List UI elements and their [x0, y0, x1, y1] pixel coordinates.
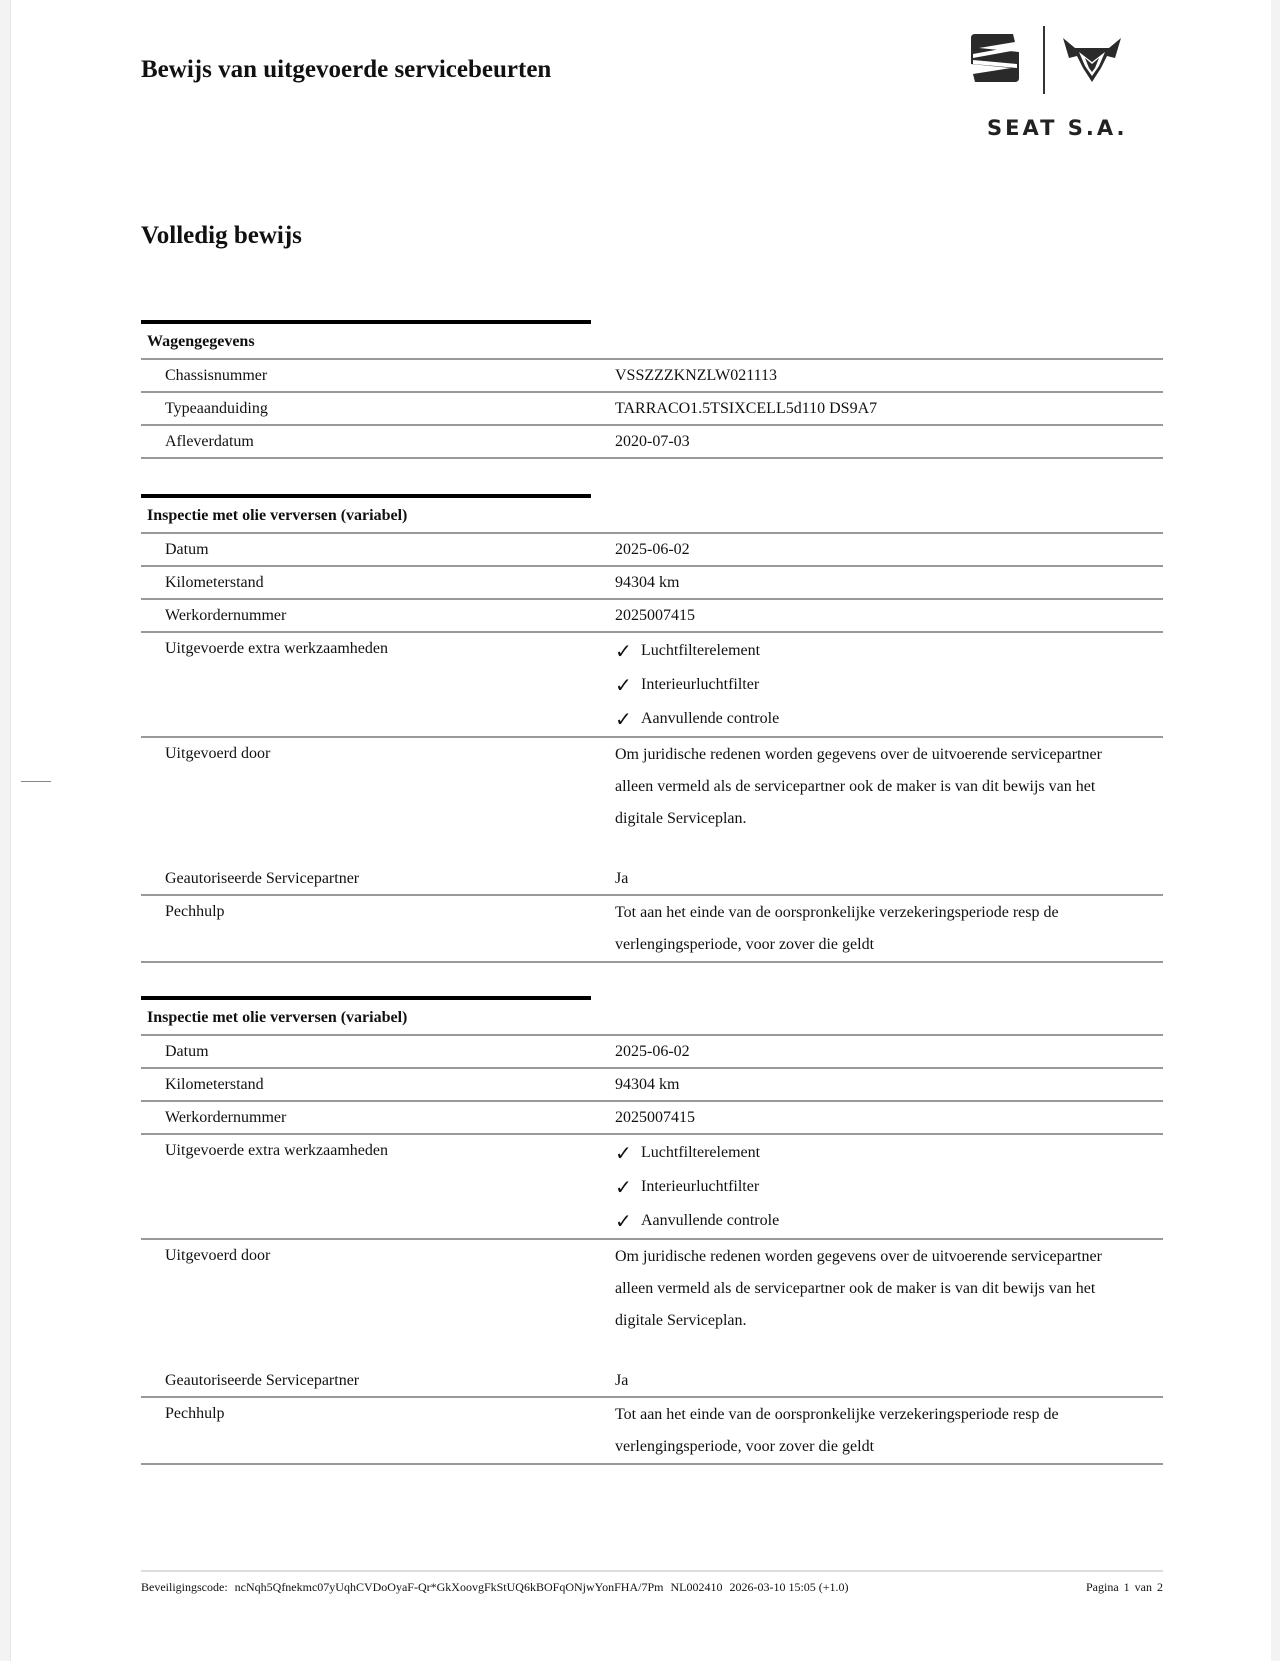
- row-label: Chassisnummer: [165, 367, 268, 384]
- row-label: Werkordernummer: [165, 607, 287, 624]
- table-row: [141, 1102, 1163, 1135]
- checkmark-icon: ✓: [615, 707, 632, 731]
- row-label: Afleverdatum: [165, 433, 254, 450]
- extra-work-item: [615, 1204, 1163, 1238]
- table-row: [141, 863, 1163, 896]
- document-title: Bewijs van uitgevoerde servicebeurten: [141, 56, 552, 83]
- table-row: [141, 1135, 1163, 1240]
- row-value: Ja: [615, 1372, 629, 1389]
- row-value: VSSZZZKNZLW021113: [615, 367, 778, 384]
- table-row: [141, 600, 1163, 633]
- row-label: Datum: [165, 1043, 209, 1060]
- inspection-section: [141, 996, 1163, 1465]
- row-value: 94304 km: [615, 574, 680, 591]
- table-row: [141, 1240, 1163, 1365]
- extra-work-list: [615, 633, 1163, 736]
- row-label: Typeaanduiding: [165, 400, 268, 417]
- text-line: alleen vermeld als de servicepartner ook de maker is van dit bewijs van het: [615, 1280, 1096, 1297]
- text-line: digitale Serviceplan.: [615, 810, 747, 827]
- security-code: ncNqh5Qfnekmc07yUqhCVDoOyaF-Qr*GkXoovgFkStUQ6kBOFqONjwYonFHA/7Pm: [234, 1580, 664, 1594]
- section-heading: Wagengegevens: [141, 324, 1163, 360]
- table-row: [141, 360, 1163, 393]
- extra-work-label: Aanvullende controle: [641, 1212, 780, 1229]
- row-label: Kilometerstand: [165, 574, 264, 591]
- extra-work-item: [615, 634, 1163, 668]
- row-label: Datum: [165, 541, 209, 558]
- page-number: 1: [1123, 1580, 1130, 1594]
- row-value: 2025007415: [615, 607, 695, 624]
- extra-work-label: Interieurluchtfilter: [641, 676, 760, 693]
- logo-divider: [1043, 26, 1045, 94]
- table-row: [141, 1069, 1163, 1102]
- extra-work-item: [615, 1170, 1163, 1204]
- row-value: [615, 738, 1163, 863]
- row-label: Werkordernummer: [165, 1109, 287, 1126]
- vehicle-section: [141, 320, 1163, 459]
- row-value: TARRACO1.5TSIXCELL5d110 DS9A7: [615, 400, 878, 417]
- row-label: Pechhulp: [165, 1405, 225, 1422]
- row-value: [615, 1398, 1163, 1463]
- row-label: Uitgevoerde extra werkzaamheden: [165, 1142, 388, 1159]
- row-value: 94304 km: [615, 1076, 680, 1093]
- text-line: Tot aan het einde van de oorspronkelijke verzekeringsperiode resp de: [615, 1406, 1059, 1423]
- table-row: [141, 1365, 1163, 1398]
- text-line: Tot aan het einde van de oorspronkelijke verzekeringsperiode resp de: [615, 904, 1059, 921]
- text-line: alleen vermeld als de servicepartner ook de maker is van dit bewijs van het: [615, 778, 1096, 795]
- inspection-section: [141, 494, 1163, 963]
- row-value: [615, 1240, 1163, 1365]
- security-code-label: Beveiligingscode:: [141, 1580, 228, 1594]
- text-line: verlengingsperiode, voor zover die geldt: [615, 1438, 875, 1455]
- extra-work-item: [615, 702, 1163, 736]
- checkmark-icon: ✓: [615, 639, 632, 663]
- table-row: [141, 633, 1163, 738]
- row-label: Uitgevoerd door: [165, 745, 271, 762]
- timestamp: 2026-03-10 15:05 (+1.0): [729, 1580, 849, 1594]
- text-line: Om juridische redenen worden gegevens over de uitvoerende servicepartner: [615, 746, 1102, 763]
- checkmark-icon: ✓: [615, 1141, 632, 1165]
- page-label: Pagina: [1086, 1580, 1119, 1594]
- row-value: 2025-06-02: [615, 1043, 690, 1060]
- row-label: Uitgevoerde extra werkzaamheden: [165, 640, 388, 657]
- row-label: Pechhulp: [165, 903, 225, 920]
- text-line: verlengingsperiode, voor zover die geldt: [615, 936, 875, 953]
- extra-work-label: Interieurluchtfilter: [641, 1178, 760, 1195]
- checkmark-icon: ✓: [615, 1175, 632, 1199]
- row-value: 2020-07-03: [615, 433, 690, 450]
- table-row: [141, 1398, 1163, 1465]
- extra-work-label: Luchtfilterelement: [641, 1144, 761, 1161]
- margin-mark: [21, 781, 51, 782]
- text-line: Om juridische redenen worden gegevens over de uitvoerende servicepartner: [615, 1248, 1102, 1265]
- page-of-label: van: [1134, 1580, 1152, 1594]
- table-row: [141, 534, 1163, 567]
- dealer-code: NL002410: [670, 1580, 723, 1594]
- extra-work-item: [615, 1136, 1163, 1170]
- table-row: [141, 896, 1163, 963]
- page-footer: [141, 1570, 1163, 1595]
- row-value: [615, 896, 1163, 961]
- row-value: Ja: [615, 870, 629, 887]
- row-value: 2025007415: [615, 1109, 695, 1126]
- document-subtitle: Volledig bewijs: [141, 222, 302, 249]
- extra-work-item: [615, 668, 1163, 702]
- table-row: [141, 426, 1163, 459]
- row-label: Geautoriseerde Servicepartner: [165, 870, 360, 887]
- extra-work-list: [615, 1135, 1163, 1238]
- document-page: [10, 0, 1271, 1661]
- extra-work-label: Aanvullende controle: [641, 710, 780, 727]
- row-label: Uitgevoerd door: [165, 1247, 271, 1264]
- section-heading: Inspectie met olie verversen (variabel): [141, 1000, 1163, 1036]
- section-heading: Inspectie met olie verversen (variabel): [141, 498, 1163, 534]
- row-label: Geautoriseerde Servicepartner: [165, 1372, 360, 1389]
- table-row: [141, 567, 1163, 600]
- text-line: digitale Serviceplan.: [615, 1312, 747, 1329]
- row-value: 2025-06-02: [615, 541, 690, 558]
- extra-work-label: Luchtfilterelement: [641, 642, 761, 659]
- company-name: SEAT S.A.: [987, 116, 1128, 140]
- table-row: [141, 393, 1163, 426]
- checkmark-icon: ✓: [615, 1209, 632, 1233]
- checkmark-icon: ✓: [615, 673, 632, 697]
- row-label: Kilometerstand: [165, 1076, 264, 1093]
- page-total: 2: [1157, 1580, 1163, 1594]
- table-row: [141, 738, 1163, 863]
- table-row: [141, 1036, 1163, 1069]
- cupra-logo-icon: [1061, 36, 1123, 86]
